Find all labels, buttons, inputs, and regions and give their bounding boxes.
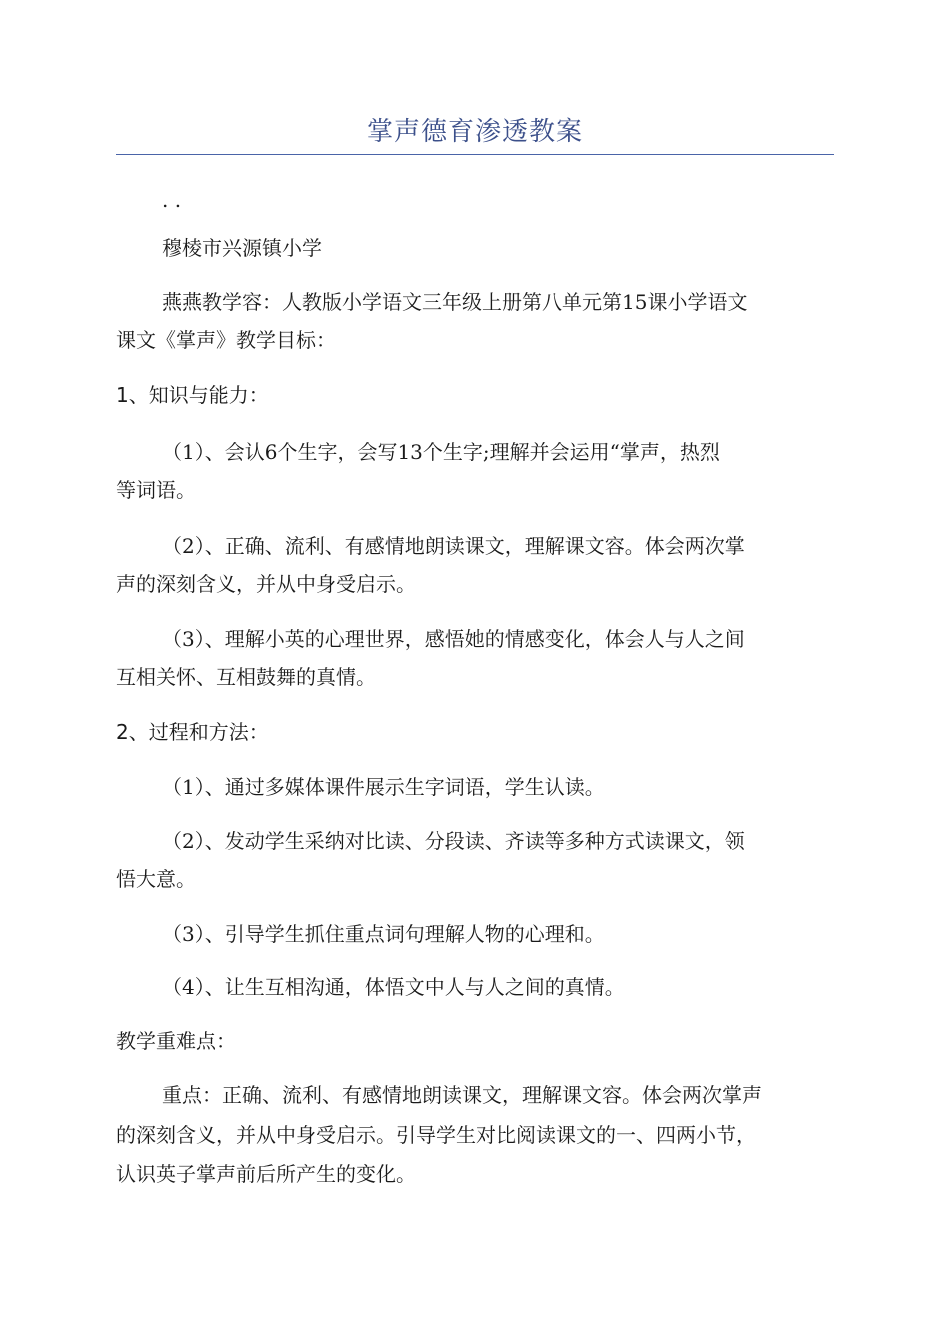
page-title: 掌声德育渗透教案 <box>366 117 583 147</box>
paragraph-process-1 <box>116 768 834 806</box>
section-heading-key-points <box>116 1022 834 1060</box>
paragraph-knowledge-1 <box>116 433 834 471</box>
text-line: 燕燕教学容：人教版小学语文三年级上册第八单元第15课小学语文 <box>162 290 748 314</box>
paragraph-process-3 <box>116 915 834 953</box>
text-line: 教学重难点： <box>116 1029 236 1053</box>
paragraph-knowledge-3 <box>116 620 834 658</box>
section-heading-process <box>116 713 834 751</box>
text-line: 认识英子掌声前后所产生的变化。 <box>116 1162 416 1186</box>
paragraph-process-2 <box>116 822 834 860</box>
paragraph-focus-cont-1 <box>116 1116 834 1154</box>
paragraph-knowledge-3-cont <box>116 658 834 696</box>
paragraph-knowledge-1-cont <box>116 471 834 509</box>
paragraph-process-2-cont <box>116 860 834 898</box>
text-line: 悟大意。 <box>116 867 196 891</box>
text-line: 的深刻含义，并从中身受启示。引导学生对比阅读课文的一、四两小节， <box>116 1123 756 1147</box>
text-line: （2）、发动学生采纳对比读、分段读、齐读等多种方式读课文，领 <box>162 829 745 853</box>
text-line: 课文《掌声》教学目标： <box>116 328 336 352</box>
paragraph-school <box>116 229 834 267</box>
paragraph-focus <box>116 1076 834 1114</box>
paragraph-process-4 <box>116 968 834 1006</box>
paragraph-knowledge-2-cont <box>116 565 834 603</box>
paragraph-knowledge-2 <box>116 527 834 565</box>
section-heading-knowledge <box>116 376 834 414</box>
text-line: （3）、引导学生抓住重点词句理解人物的心理和。 <box>162 922 605 946</box>
paragraph-focus-cont-2 <box>116 1155 834 1193</box>
text-line: （3）、理解小英的心理世界，感悟她的情感变化，体会人与人之间 <box>162 627 745 651</box>
text-line: 1、知识与能力： <box>116 383 269 407</box>
text-line: 等词语。 <box>116 478 196 502</box>
title-underline <box>116 154 834 155</box>
text-line: 穆棱市兴源镇小学 <box>162 236 322 260</box>
text-line: 重点：正确、流利、有感情地朗读课文，理解课文容。体会两次掌声 <box>162 1083 762 1107</box>
paragraph-intro <box>116 283 834 321</box>
paragraph-intro-cont <box>116 321 834 359</box>
text-line: （4）、让生互相沟通，体悟文中人与人之间的真情。 <box>162 975 625 999</box>
text-line: . . <box>162 188 182 212</box>
text-line: 互相关怀、互相鼓舞的真情。 <box>116 665 376 689</box>
text-line: （1）、会认6个生字，会写13个生字;理解并会运用“掌声，热烈 <box>162 440 720 464</box>
text-line: 2、过程和方法： <box>116 720 269 744</box>
text-line: （2）、正确、流利、有感情地朗读课文，理解课文容。体会两次掌 <box>162 534 745 558</box>
paragraph-dots <box>116 181 834 219</box>
text-line: 声的深刻含义，并从中身受启示。 <box>116 572 416 596</box>
text-line: （1）、通过多媒体课件展示生字词语，学生认读。 <box>162 775 605 799</box>
